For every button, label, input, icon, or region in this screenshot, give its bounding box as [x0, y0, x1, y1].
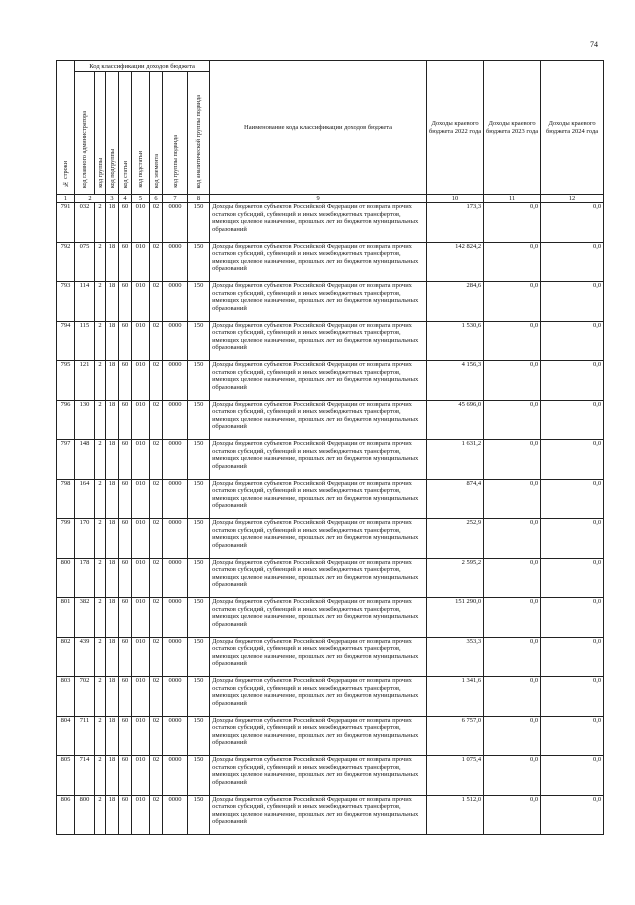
- program-group-code-cell: 0000: [163, 440, 188, 480]
- program-group-code-cell: 0000: [163, 321, 188, 361]
- income-2024-cell: 0,0: [541, 519, 604, 559]
- income-2022-cell: 252,9: [427, 519, 484, 559]
- income-2022-cell: 2 595,2: [427, 558, 484, 598]
- admin-code-cell: 711: [75, 716, 95, 756]
- row-number-cell: 795: [57, 361, 75, 401]
- article-code-cell: 60: [119, 400, 132, 440]
- subarticle-code-cell: 010: [132, 716, 150, 756]
- element-code-cell: 02: [150, 756, 163, 796]
- column-number: 2: [75, 195, 106, 203]
- header-subgroup-code-label: код подгруппы: [108, 148, 116, 188]
- table-row: [57, 361, 604, 401]
- header-row-group: [57, 61, 604, 72]
- element-code-cell: 02: [150, 558, 163, 598]
- header-element-code-label: код элемента: [152, 153, 160, 188]
- income-2022-cell: 4 156,3: [427, 361, 484, 401]
- article-code-cell: 60: [119, 282, 132, 322]
- subarticle-code-cell: 010: [132, 242, 150, 282]
- row-number-cell: 793: [57, 282, 75, 322]
- table-row: [57, 203, 604, 243]
- program-group-code-cell: 0000: [163, 242, 188, 282]
- subarticle-code-cell: 010: [132, 282, 150, 322]
- analytic-group-code-cell: 150: [188, 242, 210, 282]
- element-code-cell: 02: [150, 677, 163, 717]
- subarticle-code-cell: 010: [132, 361, 150, 401]
- group-code-cell: 2: [95, 598, 106, 638]
- column-number: 4: [119, 195, 132, 203]
- article-code-cell: 60: [119, 677, 132, 717]
- subgroup-code-cell: 18: [106, 203, 119, 243]
- row-number-cell: 792: [57, 242, 75, 282]
- subgroup-code-cell: 18: [106, 282, 119, 322]
- admin-code-cell: 439: [75, 637, 95, 677]
- analytic-group-code-cell: 150: [188, 756, 210, 796]
- article-code-cell: 60: [119, 321, 132, 361]
- table-row: [57, 795, 604, 835]
- subarticle-code-cell: 010: [132, 321, 150, 361]
- analytic-group-code-cell: 150: [188, 716, 210, 756]
- program-group-code-cell: 0000: [163, 558, 188, 598]
- row-number-cell: 799: [57, 519, 75, 559]
- table-row: [57, 321, 604, 361]
- table-row: [57, 440, 604, 480]
- table-row: [57, 479, 604, 519]
- name-cell: Доходы бюджетов субъектов Российской Федерации от возврата прочих остатков субсидий, субвенций и иных межбюджетных трансфертов, имеющих целевое назначение, прошлых лет из бюджетов муниципальных образований: [210, 677, 427, 717]
- income-2024-cell: 0,0: [541, 321, 604, 361]
- element-code-cell: 02: [150, 282, 163, 322]
- header-program-group-code-label: код группы подвида: [171, 135, 179, 188]
- income-2024-cell: 0,0: [541, 558, 604, 598]
- income-table: [56, 60, 604, 835]
- table-row: [57, 637, 604, 677]
- program-group-code-cell: 0000: [163, 519, 188, 559]
- subgroup-code-cell: 18: [106, 361, 119, 401]
- income-2024-cell: 0,0: [541, 756, 604, 796]
- subgroup-code-cell: 18: [106, 756, 119, 796]
- group-code-cell: 2: [95, 242, 106, 282]
- income-2022-cell: 151 290,0: [427, 598, 484, 638]
- column-number: 11: [484, 195, 541, 203]
- program-group-code-cell: 0000: [163, 756, 188, 796]
- table-row: [57, 282, 604, 322]
- subgroup-code-cell: 18: [106, 716, 119, 756]
- income-2024-cell: 0,0: [541, 242, 604, 282]
- column-number: 5: [132, 195, 150, 203]
- analytic-group-code-cell: 150: [188, 321, 210, 361]
- admin-code-cell: 148: [75, 440, 95, 480]
- table-row: [57, 400, 604, 440]
- name-cell: Доходы бюджетов субъектов Российской Федерации от возврата прочих остатков субсидий, субвенций и иных межбюджетных трансфертов, имеющих целевое назначение, прошлых лет из бюджетов муниципальных образований: [210, 598, 427, 638]
- name-cell: Доходы бюджетов субъектов Российской Федерации от возврата прочих остатков субсидий, субвенций и иных межбюджетных трансфертов, имеющих целевое назначение, прошлых лет из бюджетов муниципальных образований: [210, 756, 427, 796]
- analytic-group-code-cell: 150: [188, 282, 210, 322]
- income-2022-cell: 142 824,2: [427, 242, 484, 282]
- income-2023-cell: 0,0: [484, 203, 541, 243]
- header-program-group-code: [163, 72, 188, 195]
- header-income-2022: Доходы краевого бюджета 2022 года: [427, 61, 484, 195]
- subgroup-code-cell: 18: [106, 440, 119, 480]
- header-income-2023: Доходы краевого бюджета 2023 года: [484, 61, 541, 195]
- income-2022-cell: 1 512,0: [427, 795, 484, 835]
- income-2023-cell: 0,0: [484, 677, 541, 717]
- income-2023-cell: 0,0: [484, 716, 541, 756]
- admin-code-cell: 121: [75, 361, 95, 401]
- column-number: 7: [163, 195, 188, 203]
- article-code-cell: 60: [119, 361, 132, 401]
- row-number-cell: 797: [57, 440, 75, 480]
- element-code-cell: 02: [150, 598, 163, 638]
- subarticle-code-cell: 010: [132, 203, 150, 243]
- column-number: 1: [57, 195, 75, 203]
- article-code-cell: 60: [119, 203, 132, 243]
- admin-code-cell: 164: [75, 479, 95, 519]
- header-article-code-label: код статьи: [121, 160, 129, 188]
- table-row: [57, 242, 604, 282]
- income-2024-cell: 0,0: [541, 637, 604, 677]
- name-cell: Доходы бюджетов субъектов Российской Федерации от возврата прочих остатков субсидий, субвенций и иных межбюджетных трансфертов, имеющих целевое назначение, прошлых лет из бюджетов муниципальных образований: [210, 203, 427, 243]
- group-code-cell: 2: [95, 400, 106, 440]
- article-code-cell: 60: [119, 558, 132, 598]
- name-cell: Доходы бюджетов субъектов Российской Федерации от возврата прочих остатков субсидий, субвенций и иных межбюджетных трансфертов, имеющих целевое назначение, прошлых лет из бюджетов муниципальных образований: [210, 321, 427, 361]
- header-row-no-label: № строки: [62, 161, 69, 188]
- group-code-cell: 2: [95, 479, 106, 519]
- program-group-code-cell: 0000: [163, 400, 188, 440]
- page-number: 74: [590, 40, 598, 49]
- group-code-cell: 2: [95, 282, 106, 322]
- row-number-cell: 798: [57, 479, 75, 519]
- income-2024-cell: 0,0: [541, 598, 604, 638]
- income-2022-cell: 45 696,0: [427, 400, 484, 440]
- income-2022-cell: 1 341,6: [427, 677, 484, 717]
- element-code-cell: 02: [150, 637, 163, 677]
- table-row: [57, 756, 604, 796]
- header-admin-code-label: код главного администратора: [81, 110, 88, 188]
- analytic-group-code-cell: 150: [188, 361, 210, 401]
- element-code-cell: 02: [150, 203, 163, 243]
- subgroup-code-cell: 18: [106, 598, 119, 638]
- header-subarticle-code: [132, 72, 150, 195]
- column-number: 3: [106, 195, 119, 203]
- analytic-group-code-cell: 150: [188, 519, 210, 559]
- income-2023-cell: 0,0: [484, 756, 541, 796]
- program-group-code-cell: 0000: [163, 203, 188, 243]
- article-code-cell: 60: [119, 716, 132, 756]
- income-2024-cell: 0,0: [541, 440, 604, 480]
- admin-code-cell: 702: [75, 677, 95, 717]
- analytic-group-code-cell: 150: [188, 558, 210, 598]
- program-group-code-cell: 0000: [163, 637, 188, 677]
- element-code-cell: 02: [150, 400, 163, 440]
- program-group-code-cell: 0000: [163, 598, 188, 638]
- subarticle-code-cell: 010: [132, 637, 150, 677]
- row-number-cell: 791: [57, 203, 75, 243]
- header-classification-group: Код классификации доходов бюджета: [75, 61, 210, 72]
- article-code-cell: 60: [119, 637, 132, 677]
- subgroup-code-cell: 18: [106, 242, 119, 282]
- table-row: [57, 519, 604, 559]
- income-2022-cell: 284,6: [427, 282, 484, 322]
- article-code-cell: 60: [119, 519, 132, 559]
- article-code-cell: 60: [119, 756, 132, 796]
- name-cell: Доходы бюджетов субъектов Российской Федерации от возврата прочих остатков субсидий, субвенций и иных межбюджетных трансфертов, имеющих целевое назначение, прошлых лет из бюджетов муниципальных образований: [210, 479, 427, 519]
- group-code-cell: 2: [95, 203, 106, 243]
- program-group-code-cell: 0000: [163, 677, 188, 717]
- admin-code-cell: 115: [75, 321, 95, 361]
- name-cell: Доходы бюджетов субъектов Российской Федерации от возврата прочих остатков субсидий, субвенций и иных межбюджетных трансфертов, имеющих целевое назначение, прошлых лет из бюджетов муниципальных образований: [210, 440, 427, 480]
- analytic-group-code-cell: 150: [188, 400, 210, 440]
- income-2024-cell: 0,0: [541, 400, 604, 440]
- article-code-cell: 60: [119, 440, 132, 480]
- income-2024-cell: 0,0: [541, 361, 604, 401]
- subarticle-code-cell: 010: [132, 795, 150, 835]
- row-number-cell: 800: [57, 558, 75, 598]
- name-cell: Доходы бюджетов субъектов Российской Федерации от возврата прочих остатков субсидий, субвенций и иных межбюджетных трансфертов, имеющих целевое назначение, прошлых лет из бюджетов муниципальных образований: [210, 519, 427, 559]
- element-code-cell: 02: [150, 321, 163, 361]
- element-code-cell: 02: [150, 716, 163, 756]
- income-2022-cell: 1 075,4: [427, 756, 484, 796]
- header-income-2024: Доходы краевого бюджета 2024 года: [541, 61, 604, 195]
- income-2023-cell: 0,0: [484, 321, 541, 361]
- program-group-code-cell: 0000: [163, 282, 188, 322]
- name-cell: Доходы бюджетов субъектов Российской Федерации от возврата прочих остатков субсидий, субвенций и иных межбюджетных трансфертов, имеющих целевое назначение, прошлых лет из бюджетов муниципальных образований: [210, 716, 427, 756]
- income-2022-cell: 173,3: [427, 203, 484, 243]
- row-number-cell: 805: [57, 756, 75, 796]
- row-number-cell: 806: [57, 795, 75, 835]
- income-2023-cell: 0,0: [484, 795, 541, 835]
- income-2023-cell: 0,0: [484, 479, 541, 519]
- income-2024-cell: 0,0: [541, 203, 604, 243]
- header-name: Наименование кода классификации доходов бюджета: [210, 61, 427, 195]
- income-2023-cell: 0,0: [484, 242, 541, 282]
- subarticle-code-cell: 010: [132, 677, 150, 717]
- income-2023-cell: 0,0: [484, 598, 541, 638]
- analytic-group-code-cell: 150: [188, 677, 210, 717]
- admin-code-cell: 714: [75, 756, 95, 796]
- analytic-group-code-cell: 150: [188, 203, 210, 243]
- article-code-cell: 60: [119, 479, 132, 519]
- article-code-cell: 60: [119, 795, 132, 835]
- name-cell: Доходы бюджетов субъектов Российской Федерации от возврата прочих остатков субсидий, субвенций и иных межбюджетных трансфертов, имеющих целевое назначение, прошлых лет из бюджетов муниципальных образований: [210, 795, 427, 835]
- analytic-group-code-cell: 150: [188, 598, 210, 638]
- row-number-cell: 804: [57, 716, 75, 756]
- subarticle-code-cell: 010: [132, 400, 150, 440]
- subarticle-code-cell: 010: [132, 598, 150, 638]
- subgroup-code-cell: 18: [106, 637, 119, 677]
- column-number: 12: [541, 195, 604, 203]
- group-code-cell: 2: [95, 558, 106, 598]
- analytic-group-code-cell: 150: [188, 637, 210, 677]
- element-code-cell: 02: [150, 795, 163, 835]
- income-2022-cell: 874,4: [427, 479, 484, 519]
- income-2024-cell: 0,0: [541, 479, 604, 519]
- income-2023-cell: 0,0: [484, 558, 541, 598]
- group-code-cell: 2: [95, 361, 106, 401]
- admin-code-cell: 114: [75, 282, 95, 322]
- element-code-cell: 02: [150, 242, 163, 282]
- group-code-cell: 2: [95, 677, 106, 717]
- program-group-code-cell: 0000: [163, 361, 188, 401]
- name-cell: Доходы бюджетов субъектов Российской Федерации от возврата прочих остатков субсидий, субвенций и иных межбюджетных трансфертов, имеющих целевое назначение, прошлых лет из бюджетов муниципальных образований: [210, 400, 427, 440]
- row-number-cell: 794: [57, 321, 75, 361]
- header-group-code-label: код группы: [96, 158, 104, 188]
- group-code-cell: 2: [95, 716, 106, 756]
- group-code-cell: 2: [95, 795, 106, 835]
- name-cell: Доходы бюджетов субъектов Российской Федерации от возврата прочих остатков субсидий, субвенций и иных межбюджетных трансфертов, имеющих целевое назначение, прошлых лет из бюджетов муниципальных образований: [210, 637, 427, 677]
- analytic-group-code-cell: 150: [188, 795, 210, 835]
- subgroup-code-cell: 18: [106, 519, 119, 559]
- subgroup-code-cell: 18: [106, 558, 119, 598]
- subarticle-code-cell: 010: [132, 440, 150, 480]
- income-2023-cell: 0,0: [484, 440, 541, 480]
- group-code-cell: 2: [95, 519, 106, 559]
- subgroup-code-cell: 18: [106, 677, 119, 717]
- income-2022-cell: 353,3: [427, 637, 484, 677]
- admin-code-cell: 130: [75, 400, 95, 440]
- income-2023-cell: 0,0: [484, 361, 541, 401]
- program-group-code-cell: 0000: [163, 795, 188, 835]
- table-row: [57, 677, 604, 717]
- column-number: 9: [210, 195, 427, 203]
- group-code-cell: 2: [95, 756, 106, 796]
- group-code-cell: 2: [95, 440, 106, 480]
- group-code-cell: 2: [95, 321, 106, 361]
- column-number: 8: [188, 195, 210, 203]
- element-code-cell: 02: [150, 479, 163, 519]
- subgroup-code-cell: 18: [106, 795, 119, 835]
- row-number-cell: 801: [57, 598, 75, 638]
- program-group-code-cell: 0000: [163, 479, 188, 519]
- name-cell: Доходы бюджетов субъектов Российской Федерации от возврата прочих остатков субсидий, субвенций и иных межбюджетных трансфертов, имеющих целевое назначение, прошлых лет из бюджетов муниципальных образований: [210, 282, 427, 322]
- income-2023-cell: 0,0: [484, 637, 541, 677]
- admin-code-cell: 032: [75, 203, 95, 243]
- header-group-code: [95, 72, 106, 195]
- income-2022-cell: 1 631,2: [427, 440, 484, 480]
- table-row: [57, 716, 604, 756]
- row-number-cell: 796: [57, 400, 75, 440]
- income-2024-cell: 0,0: [541, 677, 604, 717]
- group-code-cell: 2: [95, 637, 106, 677]
- subarticle-code-cell: 010: [132, 479, 150, 519]
- table-body: [57, 203, 604, 835]
- header-analytic-group-code-label: код аналитической группы подвида: [195, 94, 203, 188]
- element-code-cell: 02: [150, 361, 163, 401]
- row-number-cell: 802: [57, 637, 75, 677]
- analytic-group-code-cell: 150: [188, 440, 210, 480]
- column-number: 6: [150, 195, 163, 203]
- income-2024-cell: 0,0: [541, 716, 604, 756]
- name-cell: Доходы бюджетов субъектов Российской Федерации от возврата прочих остатков субсидий, субвенций и иных межбюджетных трансфертов, имеющих целевое назначение, прошлых лет из бюджетов муниципальных образований: [210, 361, 427, 401]
- program-group-code-cell: 0000: [163, 716, 188, 756]
- subarticle-code-cell: 010: [132, 519, 150, 559]
- name-cell: Доходы бюджетов субъектов Российской Федерации от возврата прочих остатков субсидий, субвенций и иных межбюджетных трансфертов, имеющих целевое назначение, прошлых лет из бюджетов муниципальных образований: [210, 558, 427, 598]
- table-row: [57, 558, 604, 598]
- admin-code-cell: 382: [75, 598, 95, 638]
- column-number: 10: [427, 195, 484, 203]
- subgroup-code-cell: 18: [106, 400, 119, 440]
- subgroup-code-cell: 18: [106, 321, 119, 361]
- header-article-code: [119, 72, 132, 195]
- income-2024-cell: 0,0: [541, 282, 604, 322]
- header-analytic-group-code: [188, 72, 210, 195]
- admin-code-cell: 178: [75, 558, 95, 598]
- column-number-row: [57, 195, 604, 203]
- name-cell: Доходы бюджетов субъектов Российской Федерации от возврата прочих остатков субсидий, субвенций и иных межбюджетных трансфертов, имеющих целевое назначение, прошлых лет из бюджетов муниципальных образований: [210, 242, 427, 282]
- table-row: [57, 598, 604, 638]
- subgroup-code-cell: 18: [106, 479, 119, 519]
- element-code-cell: 02: [150, 519, 163, 559]
- subarticle-code-cell: 010: [132, 756, 150, 796]
- income-2022-cell: 1 530,6: [427, 321, 484, 361]
- income-2023-cell: 0,0: [484, 400, 541, 440]
- row-number-cell: 803: [57, 677, 75, 717]
- header-subarticle-code-label: код подстатьи: [137, 151, 144, 188]
- header-row-no: [57, 61, 75, 195]
- element-code-cell: 02: [150, 440, 163, 480]
- subarticle-code-cell: 010: [132, 558, 150, 598]
- admin-code-cell: 170: [75, 519, 95, 559]
- admin-code-cell: 075: [75, 242, 95, 282]
- analytic-group-code-cell: 150: [188, 479, 210, 519]
- article-code-cell: 60: [119, 242, 132, 282]
- income-2022-cell: 6 757,0: [427, 716, 484, 756]
- income-2024-cell: 0,0: [541, 795, 604, 835]
- income-2023-cell: 0,0: [484, 282, 541, 322]
- article-code-cell: 60: [119, 598, 132, 638]
- header-admin-code: [75, 72, 95, 195]
- header-subgroup-code: [106, 72, 119, 195]
- header-element-code: [150, 72, 163, 195]
- admin-code-cell: 800: [75, 795, 95, 835]
- income-2023-cell: 0,0: [484, 519, 541, 559]
